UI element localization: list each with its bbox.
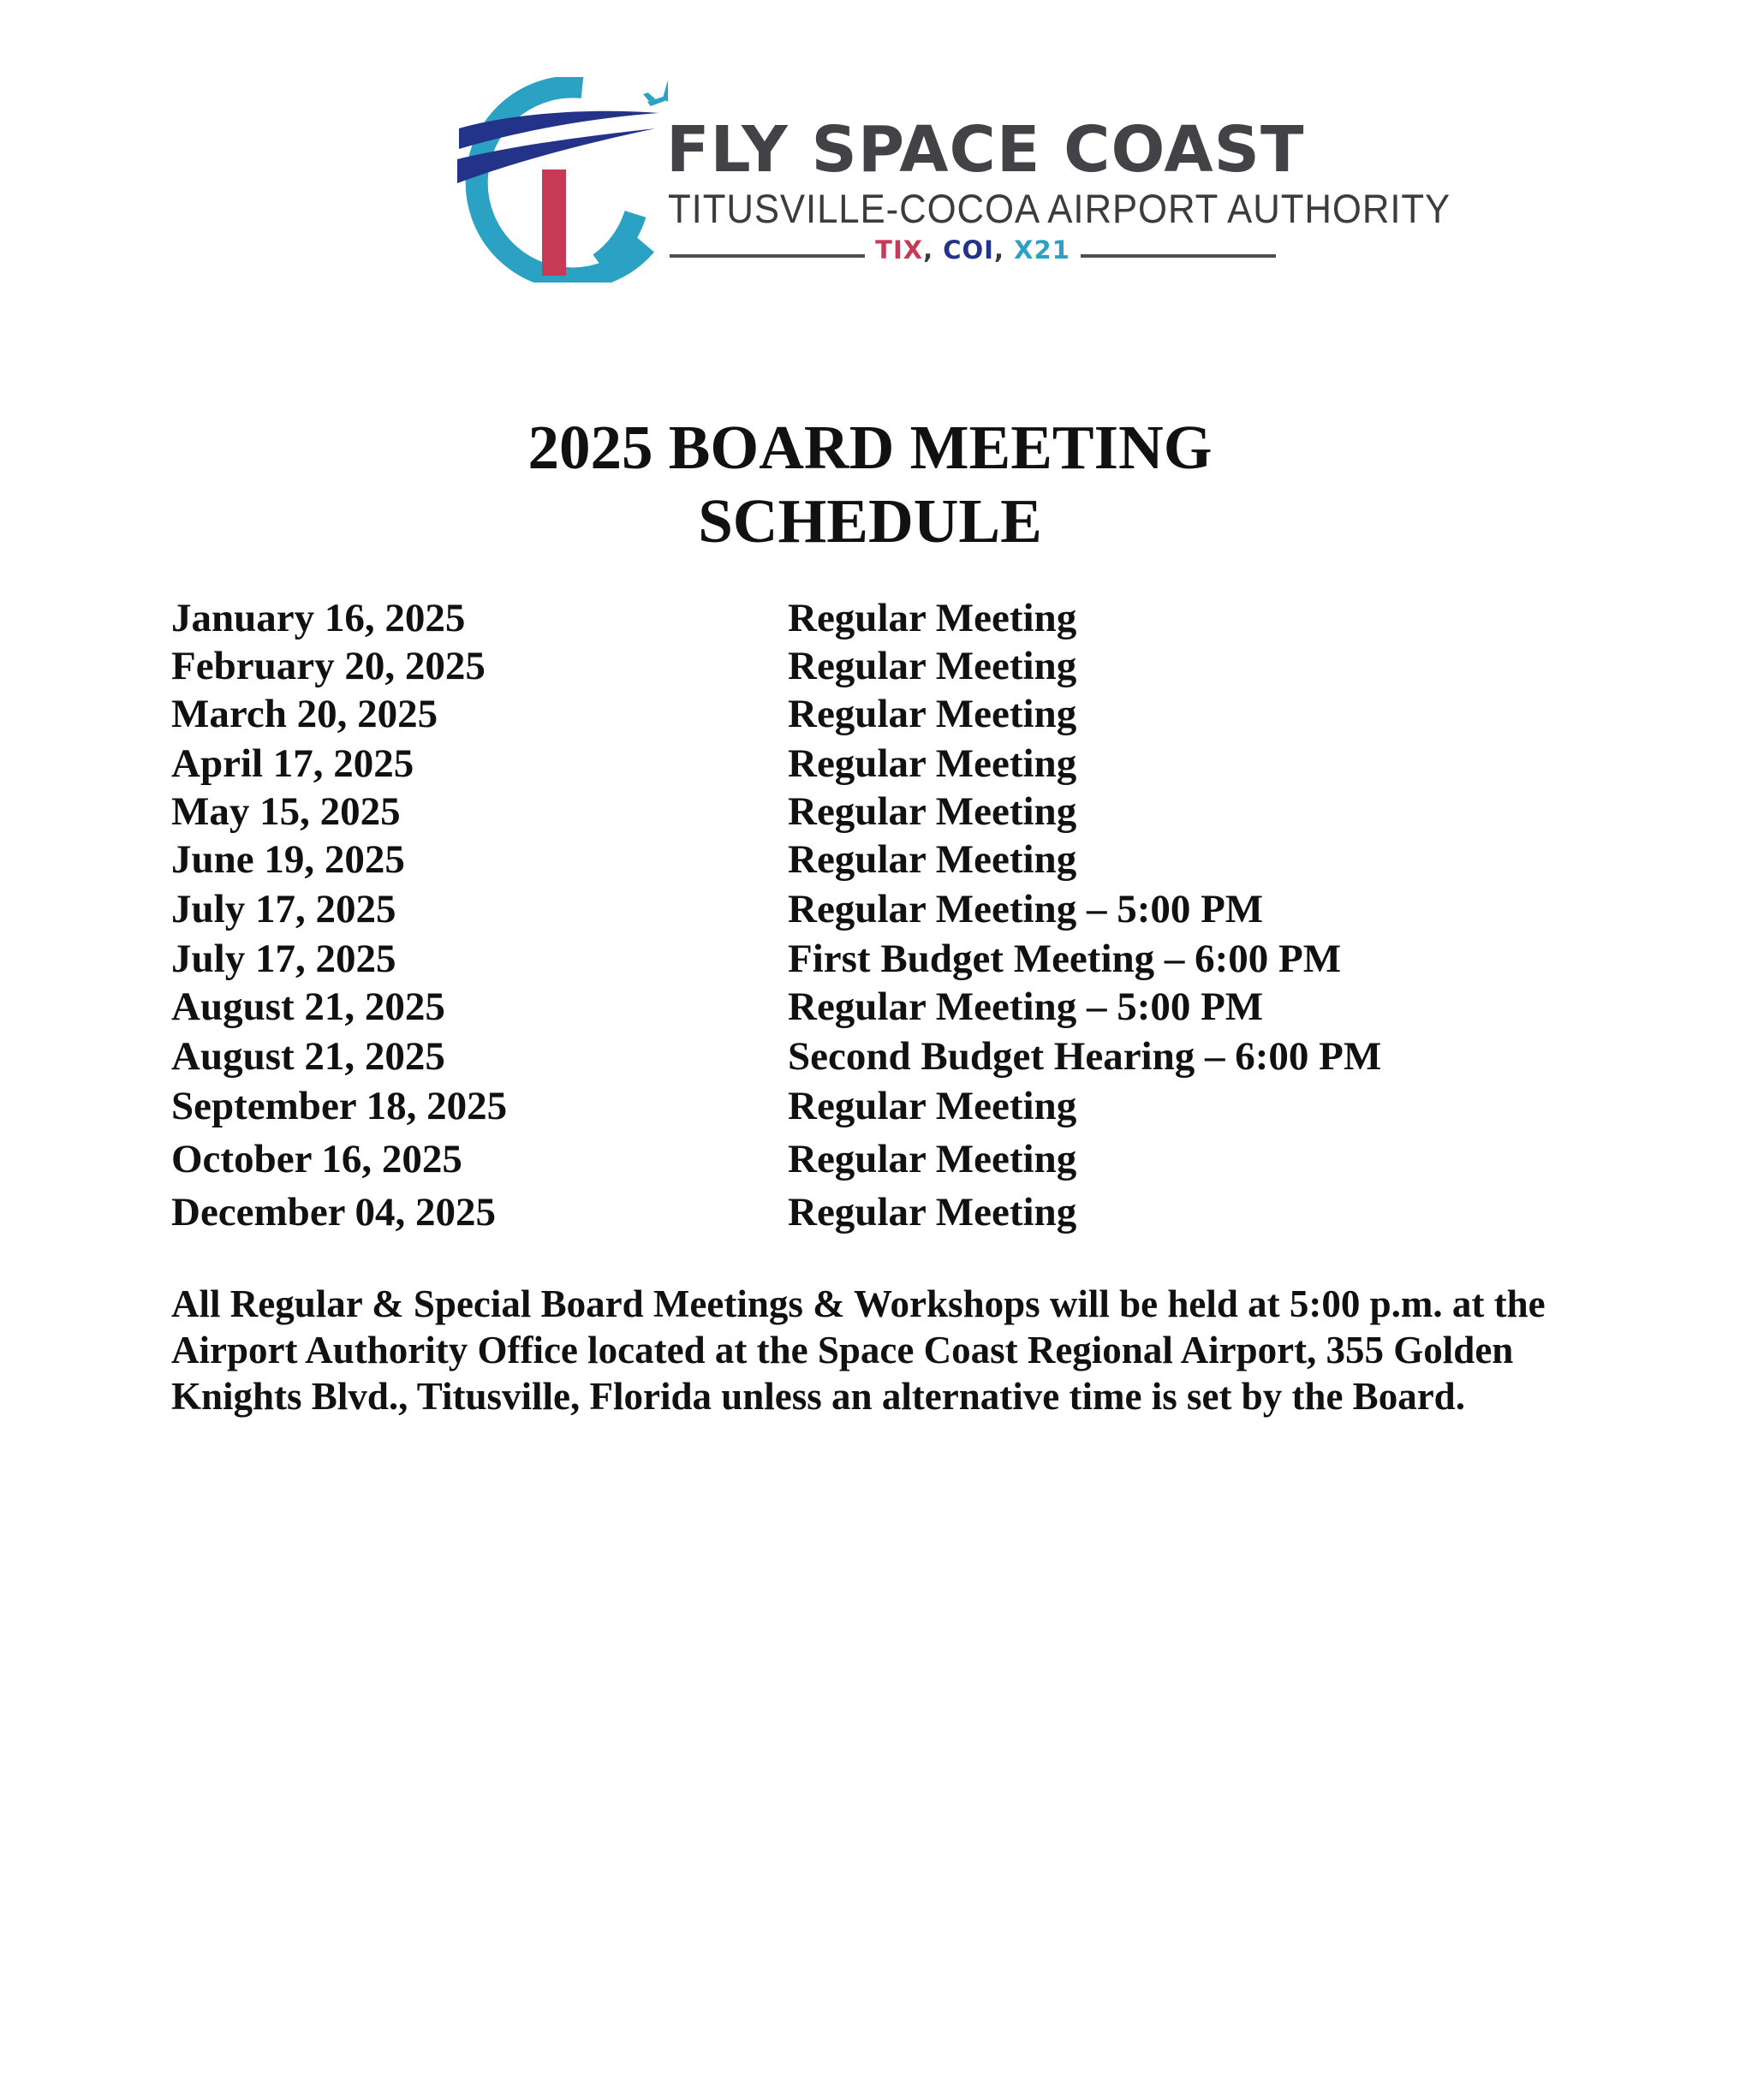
meeting-date: August 21, 2025 (171, 985, 445, 1029)
meeting-type: Regular Meeting (788, 1084, 1077, 1128)
airplane-swoosh-icon (454, 77, 668, 283)
meeting-date: July 17, 2025 (171, 937, 396, 981)
meeting-type: Regular Meeting (788, 692, 1077, 736)
schedule-row (171, 885, 1558, 933)
meeting-type: Regular Meeting (788, 1190, 1077, 1234)
page-title (0, 411, 1740, 558)
meeting-date: September 18, 2025 (171, 1084, 508, 1128)
schedule-row (171, 788, 1558, 836)
meeting-location-note: All Regular & Special Board Meetings & Workshops will be held at 5:00 p.m. at the Airport Authority Office located at the Space Coast Regional Airport, 355 Golden Knights Blvd., Titusville, Florida unless an alternative time is set by the Board. (171, 1282, 1546, 1418)
brand-rule-right (1081, 254, 1276, 258)
meeting-date: April 17, 2025 (171, 741, 414, 786)
meeting-type: Second Budget Hearing – 6:00 PM (788, 1034, 1382, 1079)
schedule-row (171, 1082, 1558, 1130)
meeting-type: Regular Meeting (788, 596, 1077, 640)
schedule-row (171, 594, 1558, 642)
code-separator: , (923, 235, 944, 265)
code-separator: , (993, 235, 1015, 265)
meeting-type: Regular Meeting (788, 1137, 1077, 1181)
code-coi: COI (943, 235, 994, 265)
title-line-1: 2025 BOARD MEETING (527, 413, 1213, 482)
meeting-type: Regular Meeting – 5:00 PM (788, 985, 1264, 1029)
meeting-date: June 19, 2025 (171, 837, 405, 882)
schedule-row (171, 740, 1558, 788)
schedule-row (171, 836, 1558, 883)
meeting-type: Regular Meeting (788, 644, 1077, 688)
title-line-2: SCHEDULE (698, 486, 1042, 556)
schedule-row (171, 1032, 1558, 1080)
meeting-type: Regular Meeting – 5:00 PM (788, 887, 1264, 931)
schedule-row (171, 1135, 1558, 1183)
meeting-date: February 20, 2025 (171, 644, 486, 688)
meeting-type: First Budget Meeting – 6:00 PM (788, 937, 1342, 981)
meeting-date: May 15, 2025 (171, 789, 401, 834)
code-tix: TIX (875, 235, 924, 265)
meeting-type: Regular Meeting (788, 741, 1077, 786)
meeting-date: December 04, 2025 (171, 1190, 496, 1234)
brand-codes-row (670, 236, 1276, 271)
brand-rule-left (670, 254, 865, 258)
schedule-row (171, 983, 1558, 1031)
schedule-row (171, 690, 1558, 738)
airport-codes (865, 235, 1081, 265)
meeting-date: August 21, 2025 (171, 1034, 445, 1079)
meeting-date: March 20, 2025 (171, 692, 438, 736)
meeting-type: Regular Meeting (788, 837, 1077, 882)
schedule-row (171, 935, 1558, 983)
meeting-date: July 17, 2025 (171, 887, 396, 931)
meeting-type: Regular Meeting (788, 789, 1077, 834)
meeting-date: October 16, 2025 (171, 1137, 462, 1181)
schedule-row (171, 642, 1558, 690)
schedule-row (171, 1188, 1558, 1236)
logo (454, 77, 1451, 283)
brand-name: FLY SPACE COAST (666, 113, 1305, 187)
code-x21: X21 (1014, 235, 1070, 265)
meeting-date: January 16, 2025 (171, 596, 466, 640)
brand-subtitle: TITUSVILLE-COCOA AIRPORT AUTHORITY (668, 186, 1451, 231)
